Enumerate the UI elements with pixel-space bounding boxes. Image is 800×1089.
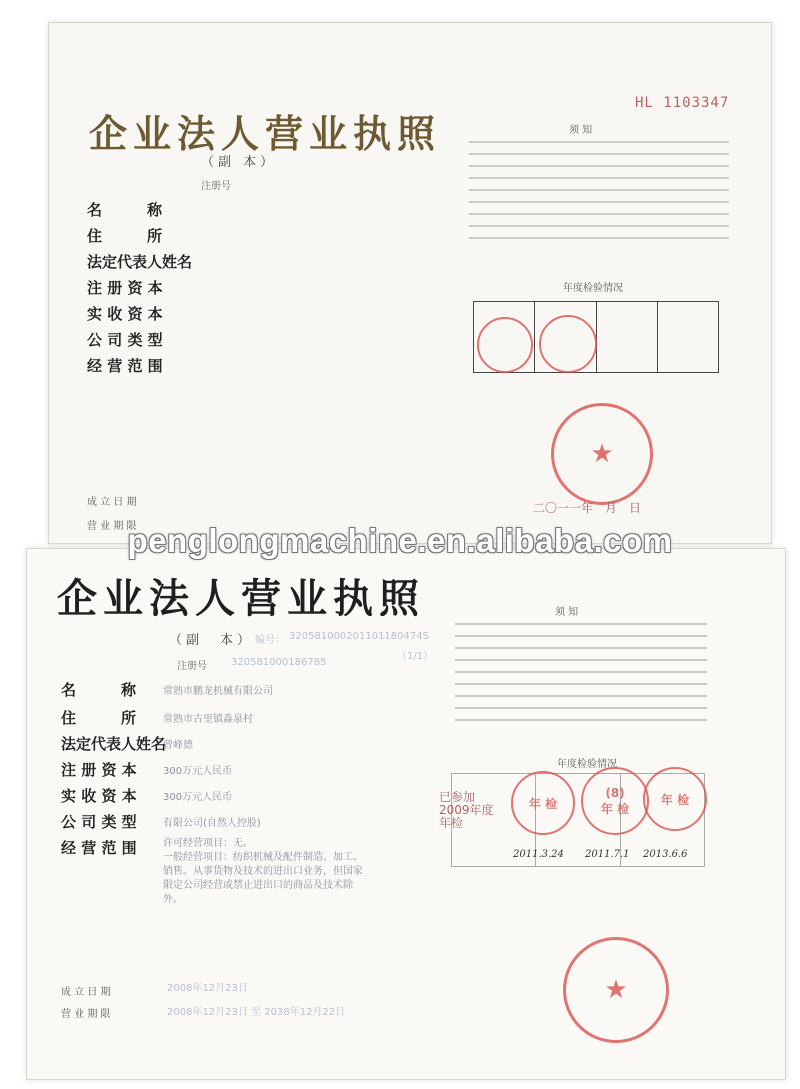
inspection-title: 年度检验情况 xyxy=(557,759,617,770)
registration-label: 注册号 xyxy=(201,181,231,192)
field-label-business-scope: 经 营 范 围 xyxy=(61,839,137,857)
copy-label: （副 本） xyxy=(201,155,278,170)
field-value-paid-capital: 300万元人民币 xyxy=(163,792,233,803)
field-value-address: 常熟市古里镇淼泉村 xyxy=(163,714,253,725)
number-suffix: （1/1） xyxy=(397,651,434,662)
official-seal: ★ xyxy=(563,937,669,1043)
issue-date: 二〇一一年 月 日 xyxy=(533,501,642,515)
inspection-seal: (8) 年 检 xyxy=(581,767,649,835)
registration-label: 注册号 xyxy=(177,661,207,672)
registration-number: 320581000186785 xyxy=(231,657,327,668)
field-value-name: 常熟市鹏龙机械有限公司 xyxy=(163,686,273,697)
official-seal: ★ xyxy=(551,403,653,505)
established-date-label: 成 立 日 期 xyxy=(87,497,137,508)
handwritten-note: 已参加 2009年度 年检 xyxy=(439,790,494,830)
inspection-seal xyxy=(539,315,597,373)
business-scope-line: 销售。从事货物及技术的进出口业务，但国家 xyxy=(163,866,363,877)
copy-label: （副 本） xyxy=(169,633,255,648)
signature: 2011.7.1 xyxy=(585,849,630,860)
field-label-reg-capital: 注 册 资 本 xyxy=(87,279,163,297)
field-label-legal-rep: 法定代表人姓名 xyxy=(61,735,167,753)
field-value-company-type: 有限公司(自然人控股) xyxy=(163,818,261,829)
field-value-reg-capital: 300万元人民币 xyxy=(163,766,233,777)
license-title: 企业法人营业执照 xyxy=(57,575,425,622)
inspection-title: 年度检验情况 xyxy=(563,283,623,294)
number-value: 320581000201101180474S xyxy=(289,631,429,642)
field-value-business-scope: 许可经营项目：无。 xyxy=(163,838,253,849)
term-value: 2008年12月23日 至 2038年12月22日 xyxy=(167,1007,346,1018)
business-license-top xyxy=(48,22,772,544)
field-label-address: 住 所 xyxy=(87,227,163,245)
term-label: 营 业 期 限 xyxy=(87,521,137,532)
inspection-seal: 年 检 xyxy=(511,771,575,835)
notice-text-block xyxy=(469,141,729,249)
field-label-legal-rep: 法定代表人姓名 xyxy=(87,253,193,271)
field-value-legal-rep: 曾峰德 xyxy=(163,740,193,751)
established-date-label: 成 立 日 期 xyxy=(61,987,111,998)
field-label-business-scope: 经 营 范 围 xyxy=(87,357,163,375)
number-label: 编号： xyxy=(255,635,285,646)
business-scope-line: 一般经营项目：纺织机械及配件制造、加工、 xyxy=(163,852,363,863)
term-label: 营 业 期 限 xyxy=(61,1009,111,1020)
field-label-reg-capital: 注 册 资 本 xyxy=(61,761,137,779)
business-license-bottom xyxy=(26,548,786,1080)
inspection-seal xyxy=(477,317,533,373)
field-label-name: 名 称 xyxy=(61,681,137,699)
notice-text-block xyxy=(455,623,707,731)
serial-number: HL 1103347 xyxy=(635,95,730,111)
field-label-company-type: 公 司 类 型 xyxy=(61,813,137,831)
field-label-paid-capital: 实 收 资 本 xyxy=(61,787,137,805)
business-scope-line: 限定公司经营或禁止进出口的商品及技术除 xyxy=(163,880,353,891)
notice-title: 须 知 xyxy=(569,125,593,136)
established-date-value: 2008年12月23日 xyxy=(167,983,248,994)
notice-title: 须 知 xyxy=(555,607,579,618)
license-title: 企业法人营业执照 xyxy=(89,111,442,156)
field-label-paid-capital: 实 收 资 本 xyxy=(87,305,163,323)
signature: 2013.6.6 xyxy=(643,849,688,860)
watermark-text: penglongmachine.en.alibaba.com xyxy=(127,522,673,559)
inspection-seal: 年 检 xyxy=(643,767,707,831)
signature: 2011.3.24 xyxy=(513,849,564,860)
business-scope-line: 外。 xyxy=(163,894,183,905)
field-label-company-type: 公 司 类 型 xyxy=(87,331,163,349)
field-label-address: 住 所 xyxy=(61,709,137,727)
field-label-name: 名 称 xyxy=(87,201,163,219)
